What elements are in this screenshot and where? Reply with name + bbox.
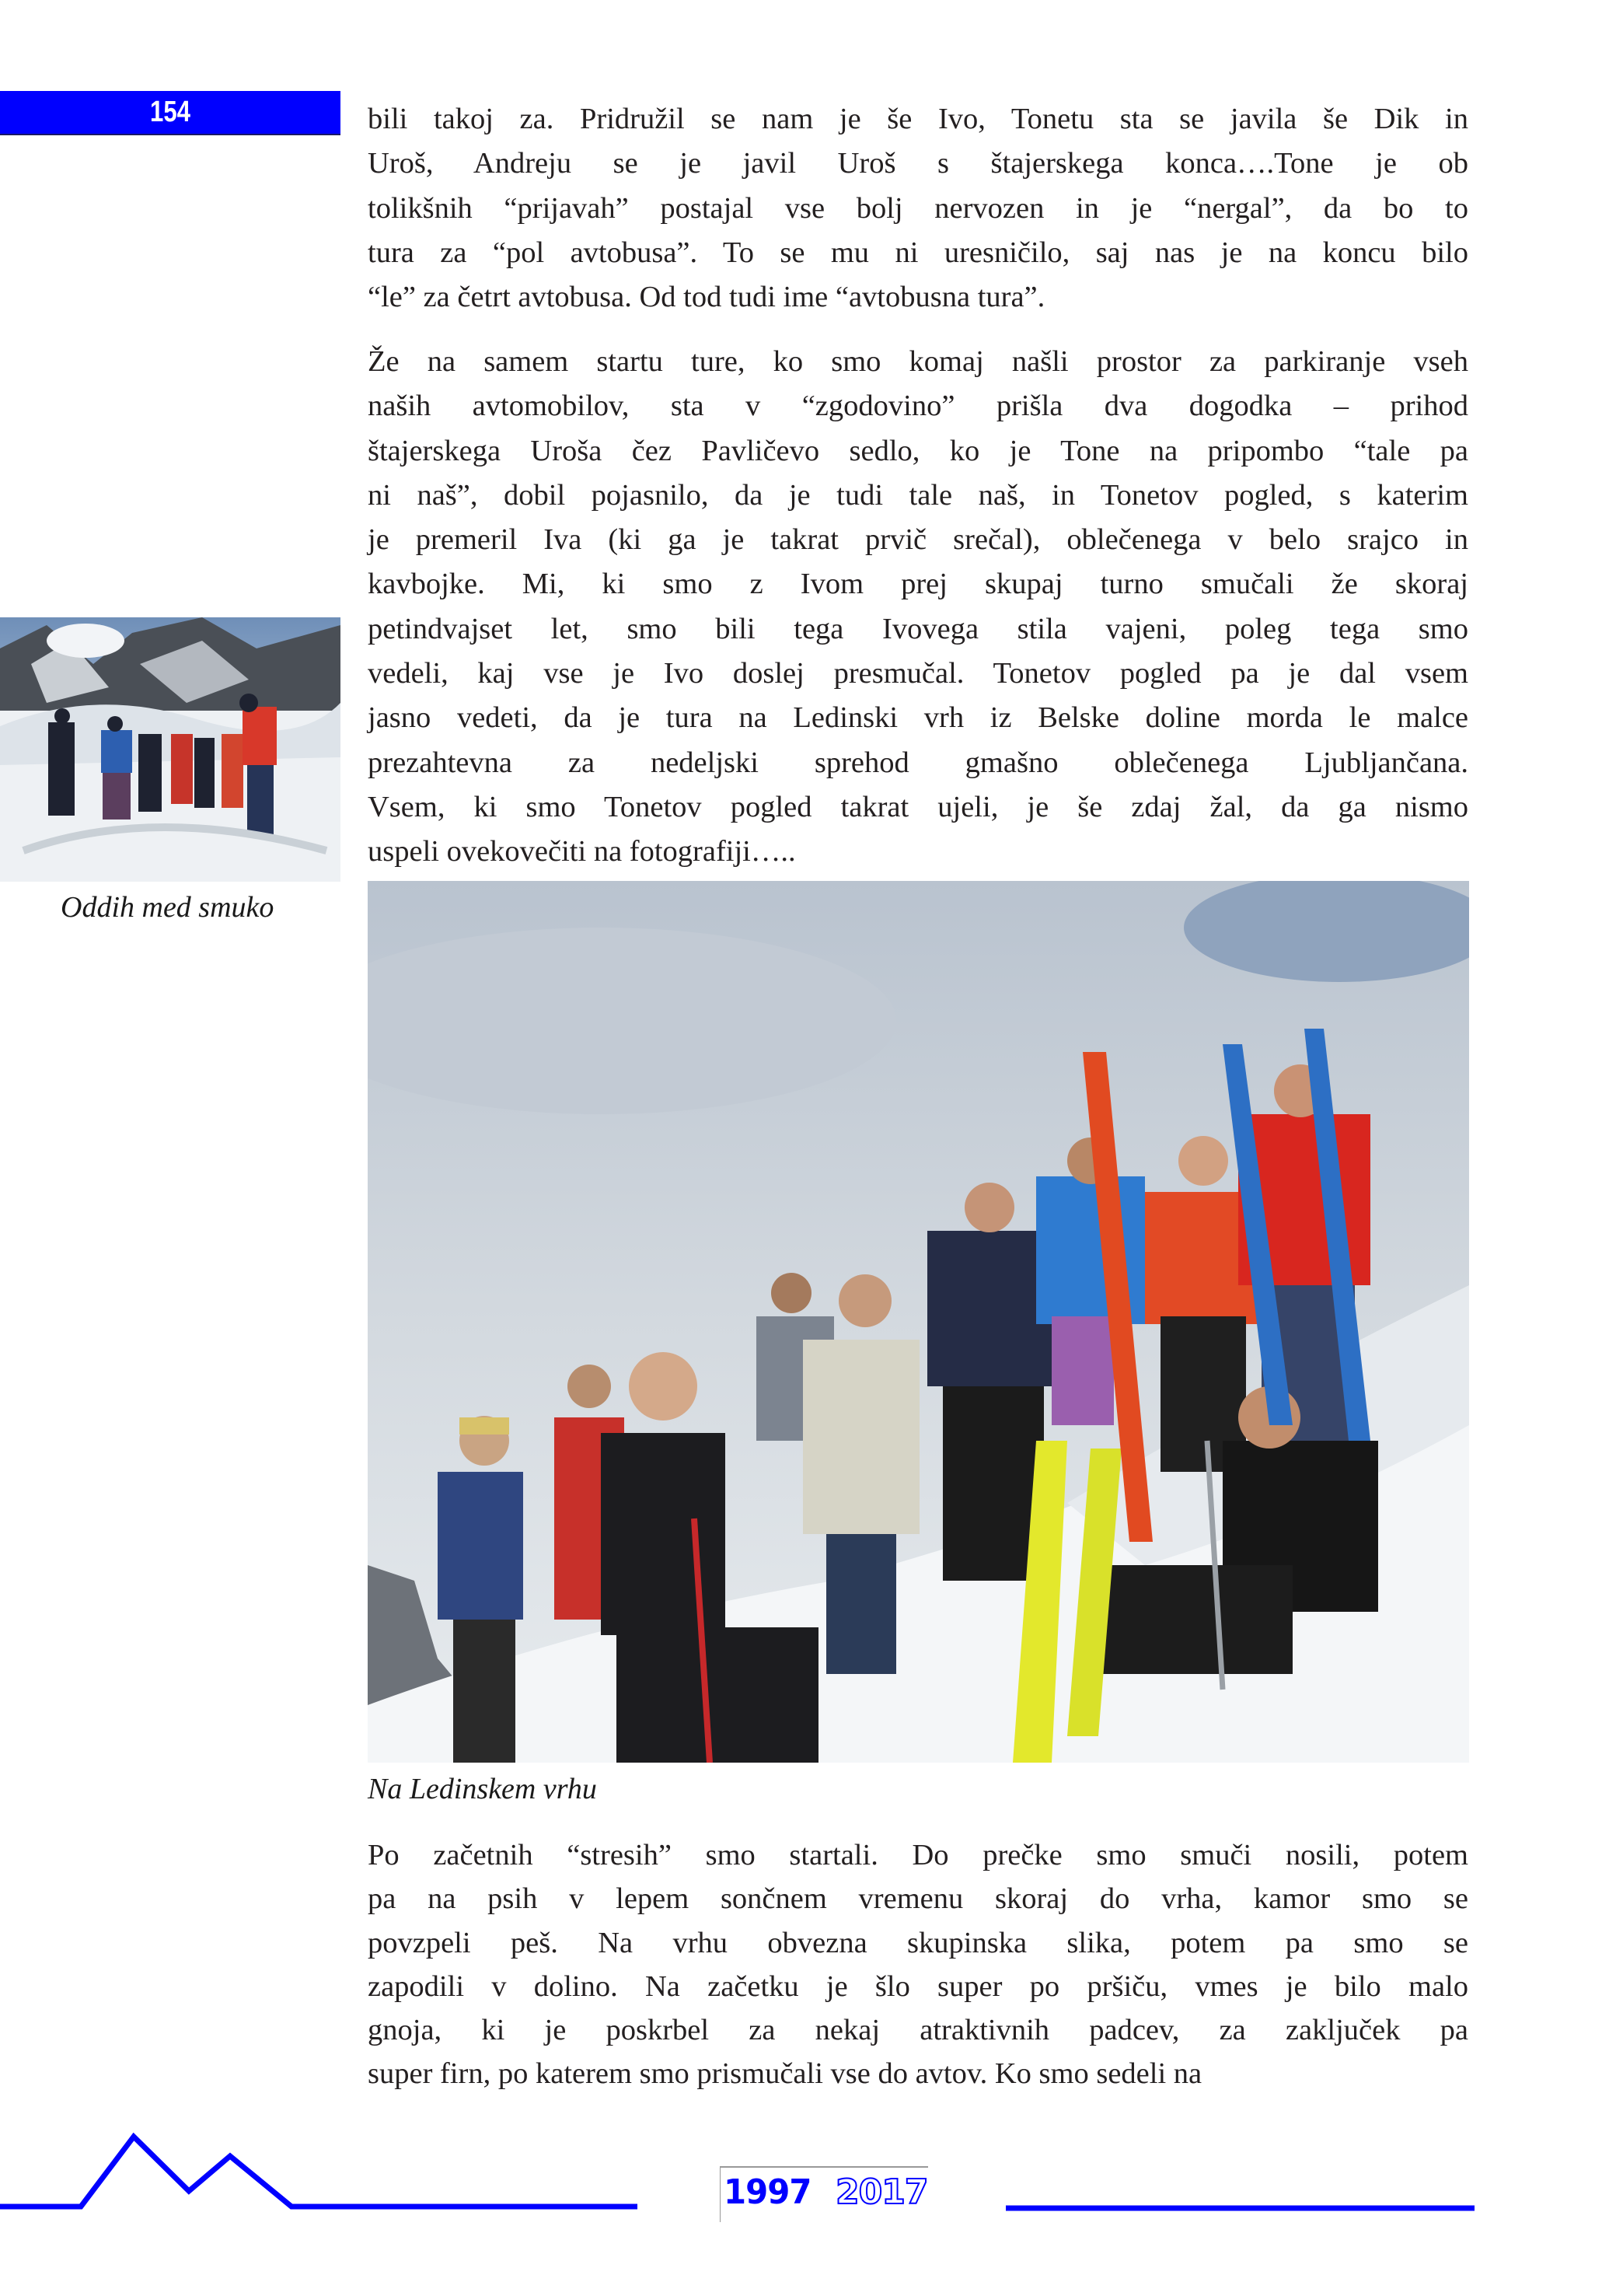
text-line: zapodili v dolino. Na začetku je šlo super po pršiču, vmes je bilo malo: [368, 1969, 1468, 2003]
text-line: tolikšnih “prijavah” postajal vse bolj nervozen in je “nergal”, da bo to: [368, 191, 1468, 225]
text-line: bili takoj za. Pridružil se nam je še Ivo, Tonetu sta se javila še Dik in: [368, 103, 1468, 135]
mountain-peaks-icon: [0, 2137, 637, 2207]
text-line: štajerskega Uroša čez Pavličevo sedlo, ko je Tone na pripombo “tale pa: [368, 434, 1468, 467]
text-line: gnoja, ki je poskrbel za nekaj atraktivnih padcev, za zaključek pa: [368, 2014, 1468, 2047]
year-start: 1997: [724, 2172, 811, 2212]
text-line: petindvajset let, smo bili tega Ivovega stila vajeni, poleg tega smo: [368, 612, 1468, 645]
paragraph-3: [368, 1833, 1468, 2096]
text-line: Že na samem startu ture, ko smo komaj našli prostor za parkiranje vseh: [368, 345, 1468, 378]
page-number-badge: [0, 91, 340, 135]
large-photo-group-summit: [368, 881, 1469, 1763]
photo-image: [368, 881, 1469, 1763]
large-photo-caption: Na Ledinskem vrhu: [368, 1773, 597, 1805]
text-line: pa na psih v lepem sončnem vremenu skoraj do vrha, kamor smo se: [368, 1882, 1468, 1916]
text-line: naših avtomobilov, sta v “zgodovino” prišla dva dogodka – prihod: [368, 390, 1468, 423]
small-photo-skiers-resting: [0, 617, 340, 882]
paragraph-2: [368, 340, 1468, 875]
text-line: “le” za četrt avtobusa. Od tod tudi ime “avtobusna tura”.: [368, 281, 1045, 314]
small-photo-caption: Oddih med smuko: [61, 891, 274, 924]
text-line: tura za “pol avtobusa”. To se mu ni uresničilo, saj nas je na koncu bilo: [368, 236, 1468, 269]
text-line: uspeli ovekovečiti na fotografiji…..: [368, 835, 796, 868]
text-line: je premeril Iva (ki ga je takrat prvič srečal), oblečenega v belo srajco in: [368, 523, 1468, 557]
text-line: vedeli, kaj vse je Ivo doslej presmučal. Tonetov pogled pa je dal vsem: [368, 657, 1468, 690]
text-line: Uroš, Andreju se je javil Uroš s štajerskega konca….Tone je ob: [368, 147, 1468, 180]
photo-image: [0, 617, 340, 882]
text-line: povzpeli peš. Na vrhu obvezna skupinska slika, potem pa smo se: [368, 1926, 1468, 1959]
year-end: 2017: [836, 2172, 928, 2212]
text-line: prezahtevna za nedeljski sprehod gmašno oblečenega Ljubljančana.: [368, 746, 1468, 779]
text-line: jasno vedeti, da je tura na Ledinski vrh iz Belske doline morda le malce: [368, 701, 1468, 735]
text-line: super firn, po katerem smo prismučali vse do avtov. Ko smo sedeli na: [368, 2057, 1202, 2091]
text-line: Vsem, ki smo Tonetov pogled takrat ujeli, je še zdaj žal, da ga nismo: [368, 790, 1468, 823]
text-line: kavbojke. Mi, ki smo z Ivom prej skupaj turno smučali že skoraj: [368, 568, 1468, 601]
paragraph-1: [368, 97, 1468, 320]
page-number: 154: [150, 96, 190, 128]
anniversary-logo: [720, 2166, 928, 2222]
text-line: Po začetnih “stresih” smo startali. Do prečke smo smuči nosili, potem: [368, 1839, 1468, 1871]
text-line: ni naš”, dobil pojasnilo, da je tudi tale naš, in Tonetov pogled, s katerim: [368, 478, 1468, 512]
